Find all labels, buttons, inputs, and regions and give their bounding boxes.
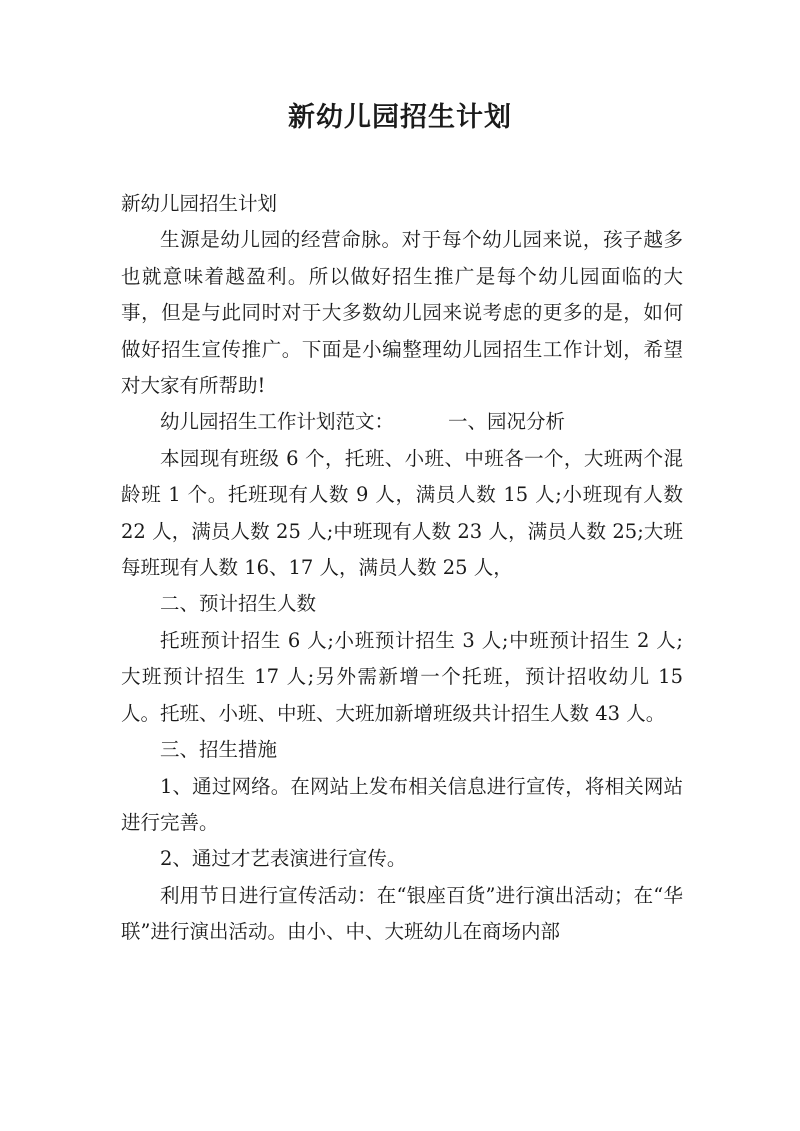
document-title: 新幼儿园招生计划 [288, 102, 512, 133]
intro-paragraph: 生源是幼儿园的经营命脉。对于每个幼儿园来说，孩子越多也就意味着越盈利。所以做好招生推广是每个幼儿园面临的大事，但是与此同时对于大多数幼儿园来说考虑的更多的是，如何做好招生宣传推广。下面是小编整理幼儿园招生工作计划，希望对大家有所帮助! [121, 228, 683, 398]
document-body [121, 186, 683, 951]
measure-item-1: 1、通过网络。在网站上发布相关信息进行宣传，将相关网站进行完善。 [121, 774, 683, 834]
class-status-paragraph: 本园现有班级 6 个，托班、小班、中班各一个，大班两个混龄班 1 个。托班现有人数 9 人，满员人数 15 人;小班现有人数 22 人，满员人数 25 人;中班现有人数 23 人，满员人数 25;大班每班现有人数 16、17 人，满员人数 25 人， [121, 446, 683, 580]
subtitle-line: 新幼儿园招生计划 [121, 192, 278, 215]
measure-item-2: 2、通过才艺表演进行宣传。 [160, 847, 407, 871]
section-heading-1: 一、园况分析 [448, 410, 566, 434]
holiday-promotion-paragraph: 利用节日进行宣传活动：在“银座百货”进行演出活动；在“华联”进行演出活动。由小、中、大班幼儿在商场内部 [121, 883, 683, 944]
plan-sample-label: 幼儿园招生工作计划范文： [160, 410, 395, 434]
plan-heading-line [121, 404, 683, 440]
section-heading-3: 三、招生措施 [160, 738, 278, 762]
section-heading-2: 二、预计招生人数 [160, 592, 317, 616]
enrollment-forecast-paragraph: 托班预计招生 6 人;小班预计招生 3 人;中班预计招生 2 人;大班预计招生 17 人;另外需新增一个托班，预计招收幼儿 15 人。托班、小班、中班、大班加新增班级共计招生人数 43 人。 [121, 628, 683, 725]
